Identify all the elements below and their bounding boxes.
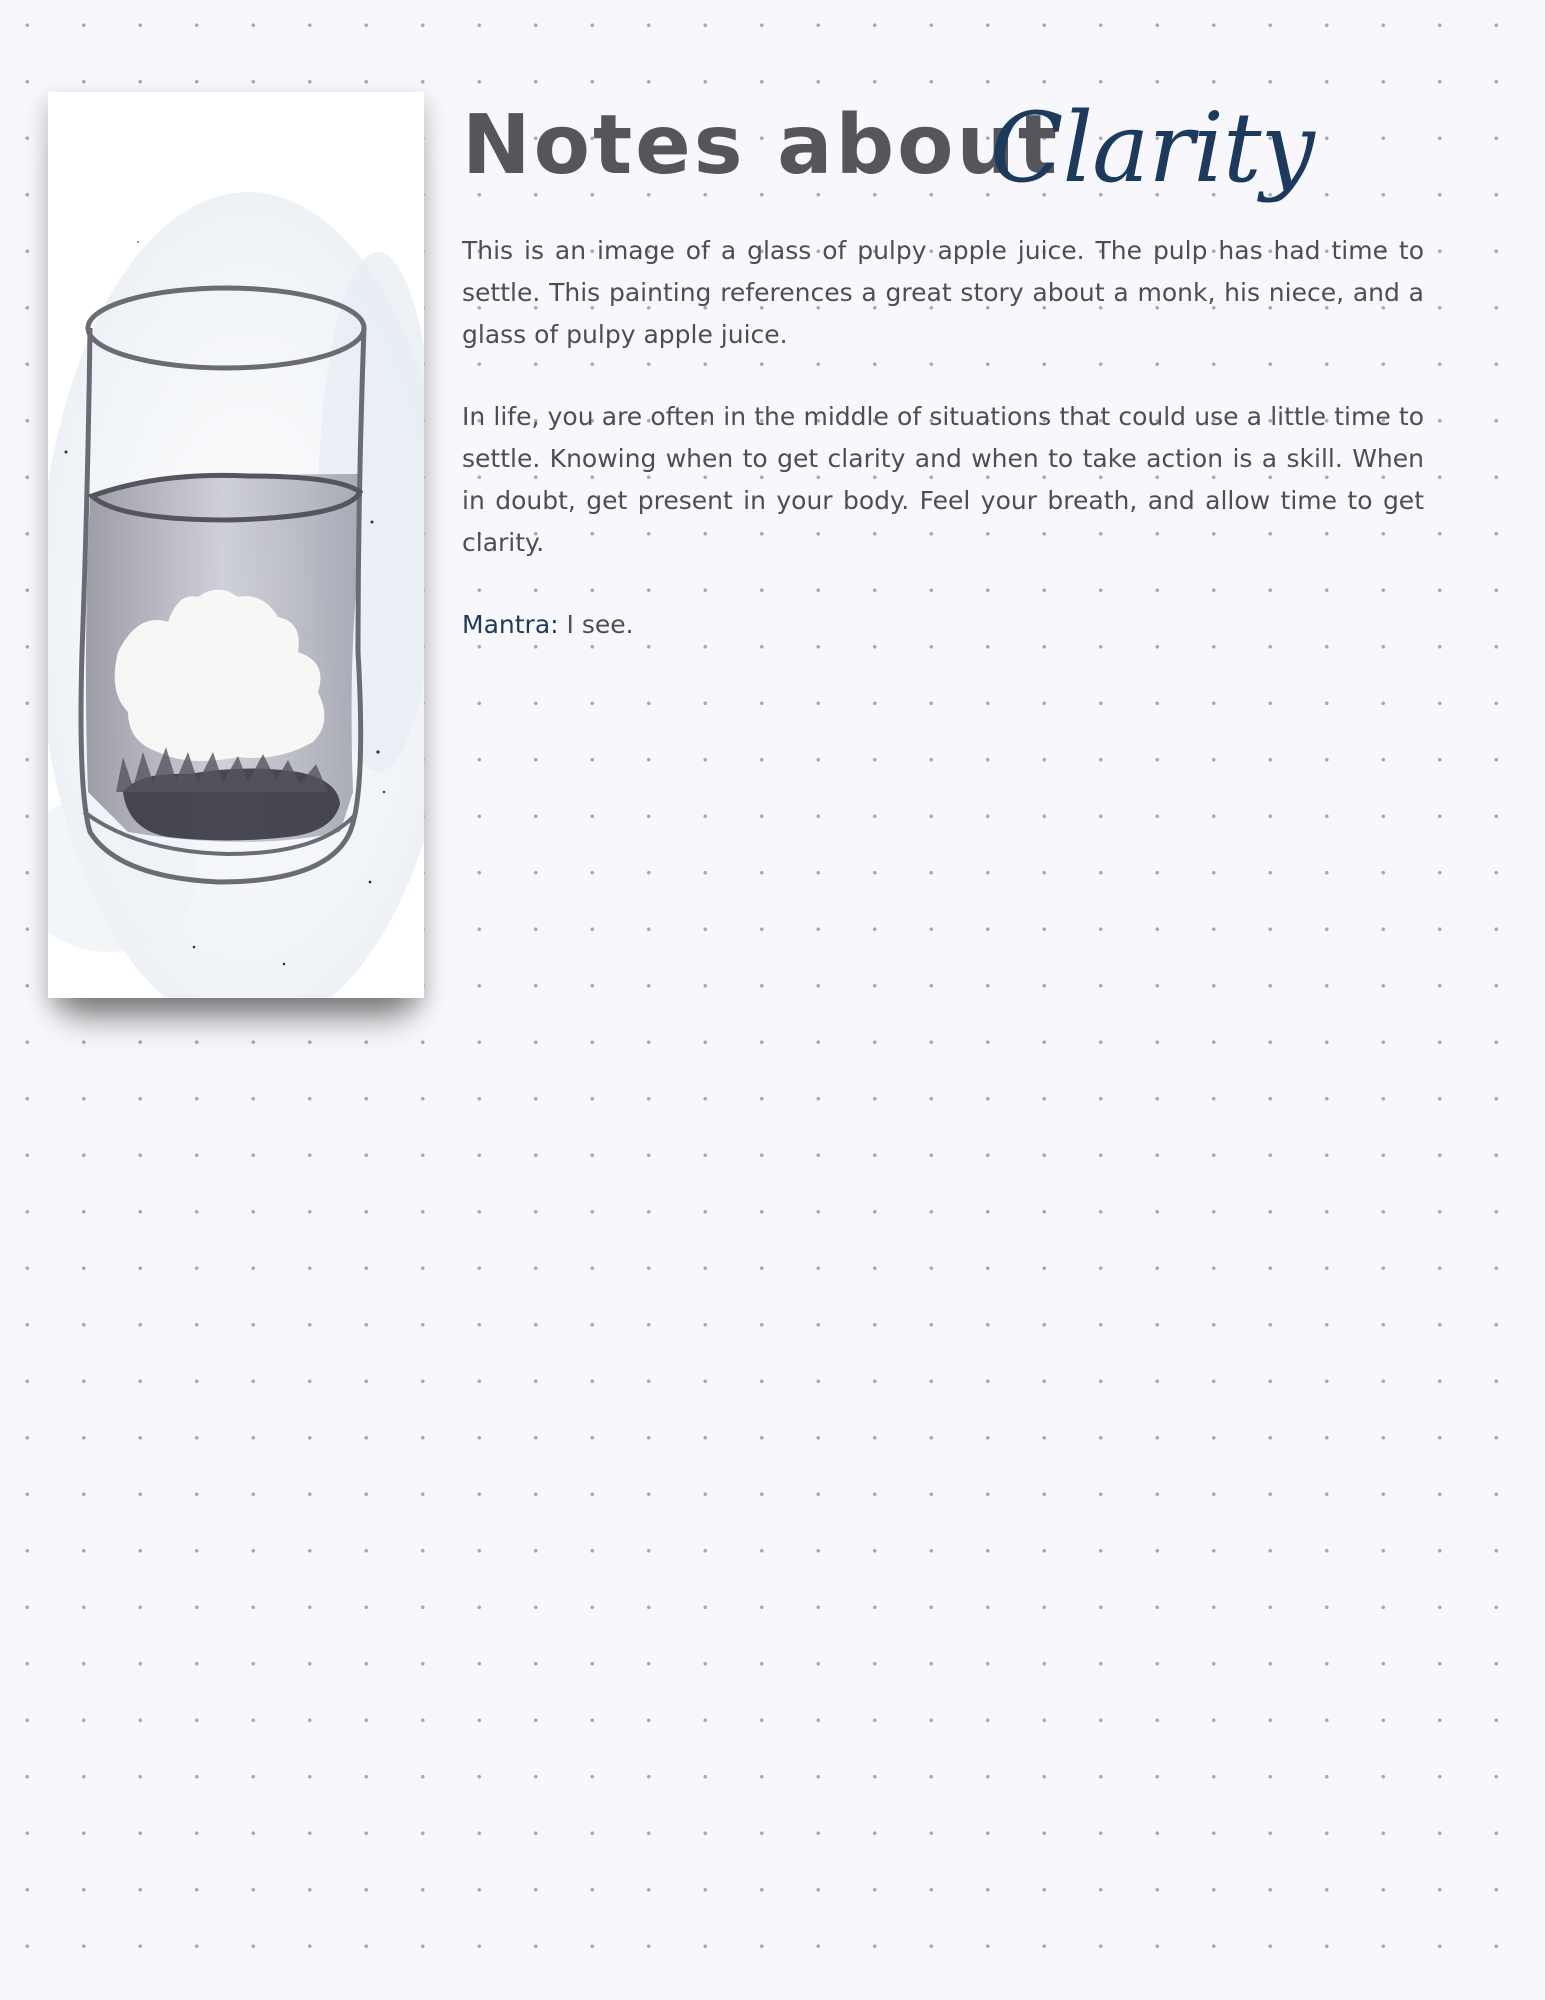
title-plain-text: Notes about <box>462 98 1061 193</box>
mantra-label: Mantra: <box>462 610 559 639</box>
title-script-word: Clarity <box>990 92 1314 204</box>
paragraph-reflection: In life, you are often in the middle of situations that could use a little time to settle. Knowing when to get clarity and when to take action is a skill. When in doubt, get present in your body. Feel your breath, and allow time to get clarity. <box>462 402 1424 557</box>
page-title <box>462 92 1502 222</box>
mantra-line <box>462 604 1424 646</box>
mantra-text: I see. <box>558 610 634 639</box>
notes-body <box>462 230 1424 686</box>
paragraph-intro: This is an image of a glass of pulpy apple juice. The pulp has had time to settle. This painting references a great story about a monk, his niece, and a glass of pulpy apple juice. <box>462 236 1424 349</box>
glass-of-juice-painting <box>48 92 424 998</box>
watercolor-illustration <box>48 92 424 998</box>
